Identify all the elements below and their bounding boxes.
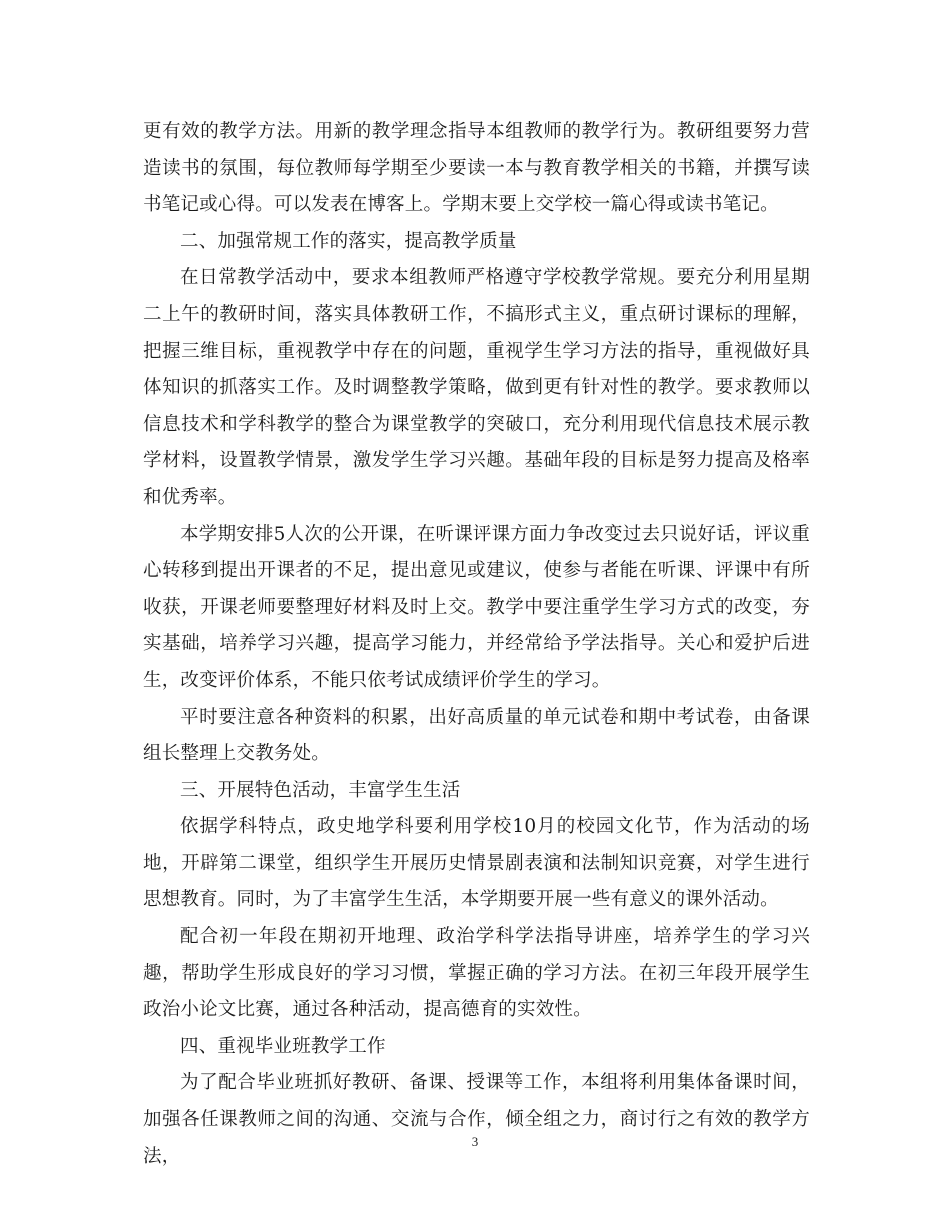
section-heading-2: 二、加强常规工作的落实，提高教学质量 bbox=[180, 230, 517, 252]
paragraph-routine-teaching: 在日常教学活动中，要求本组教师严格遵守学校教学常规。要充分利用星期二上午的教研时间，落实具体教研工作，不搞形式主义，重点研讨课标的理解，把握三维目标，重视教学中存在的问题，重视学生学习方法的指导，重视做好具体知识的抓落实工作。及时调整教学策略，做到更有针对性的教学。要求教师以信息技术和学科教学的整合为课堂教学的突破口，充分利用现代信息技术展示教学材料，设置教学情景，激发学生学习兴趣。基础年段的目标是努力提高及格率和优秀率。 bbox=[143, 267, 810, 508]
page-number: 3 bbox=[471, 1134, 479, 1149]
paragraph-graduating-class: 为了配合毕业班抓好教研、备课、授课等工作，本组将利用集体备课时间，加强各任课教师之间的沟通、交流与合作，倾全组之力，商讨行之有效的教学方法， bbox=[143, 1072, 810, 1167]
paragraph-lectures: 配合初一年段在期初开地理、政治学科学法指导讲座，培养学生的学习兴趣，帮助学生形成良好的学习习惯，掌握正确的学习方法。在初三年段开展学生政治小论文比赛，通过各种活动，提高德育的实效性。 bbox=[143, 926, 810, 1021]
section-heading-4: 四、重视毕业班教学工作 bbox=[180, 1035, 386, 1057]
section-heading-3: 三、开展特色活动，丰富学生生活 bbox=[180, 779, 461, 801]
paragraph-culture-festival: 依据学科特点，政史地学科要利用学校10月的校园文化节，作为活动的场地，开辟第二课堂，组织学生开展历史情景剧表演和法制知识竞赛，对学生进行思想教育。同时，为了丰富学生生活，本学期要开展一些有意义的课外活动。 bbox=[143, 816, 810, 911]
document-body bbox=[143, 114, 810, 1175]
paragraph-open-classes: 本学期安排5人次的公开课，在听课评课方面力争改变过去只说好话，评议重心转移到提出开课者的不足，提出意见或建议，使参与者能在听课、评课中有所收获，开课老师要整理好材料及时上交。教学中要注重学生学习方式的改变，夯实基础，培养学习兴趣，提高学习能力，并经常给予学法指导。关心和爱护后进生，改变评价体系，不能只依考试成绩评价学生的学习。 bbox=[143, 523, 810, 691]
paragraph-materials: 平时要注意各种资料的积累，出好高质量的单元试卷和期中考试卷，由备课组长整理上交教务处。 bbox=[143, 706, 810, 765]
paragraph-continuation: 更有效的教学方法。用新的教学理念指导本组教师的教学行为。教研组要努力营造读书的氛围，每位教师每学期至少要读一本与教育教学相关的书籍，并撰写读书笔记或心得。可以发表在博客上。学期末要上交学校一篇心得或读书笔记。 bbox=[143, 121, 810, 216]
